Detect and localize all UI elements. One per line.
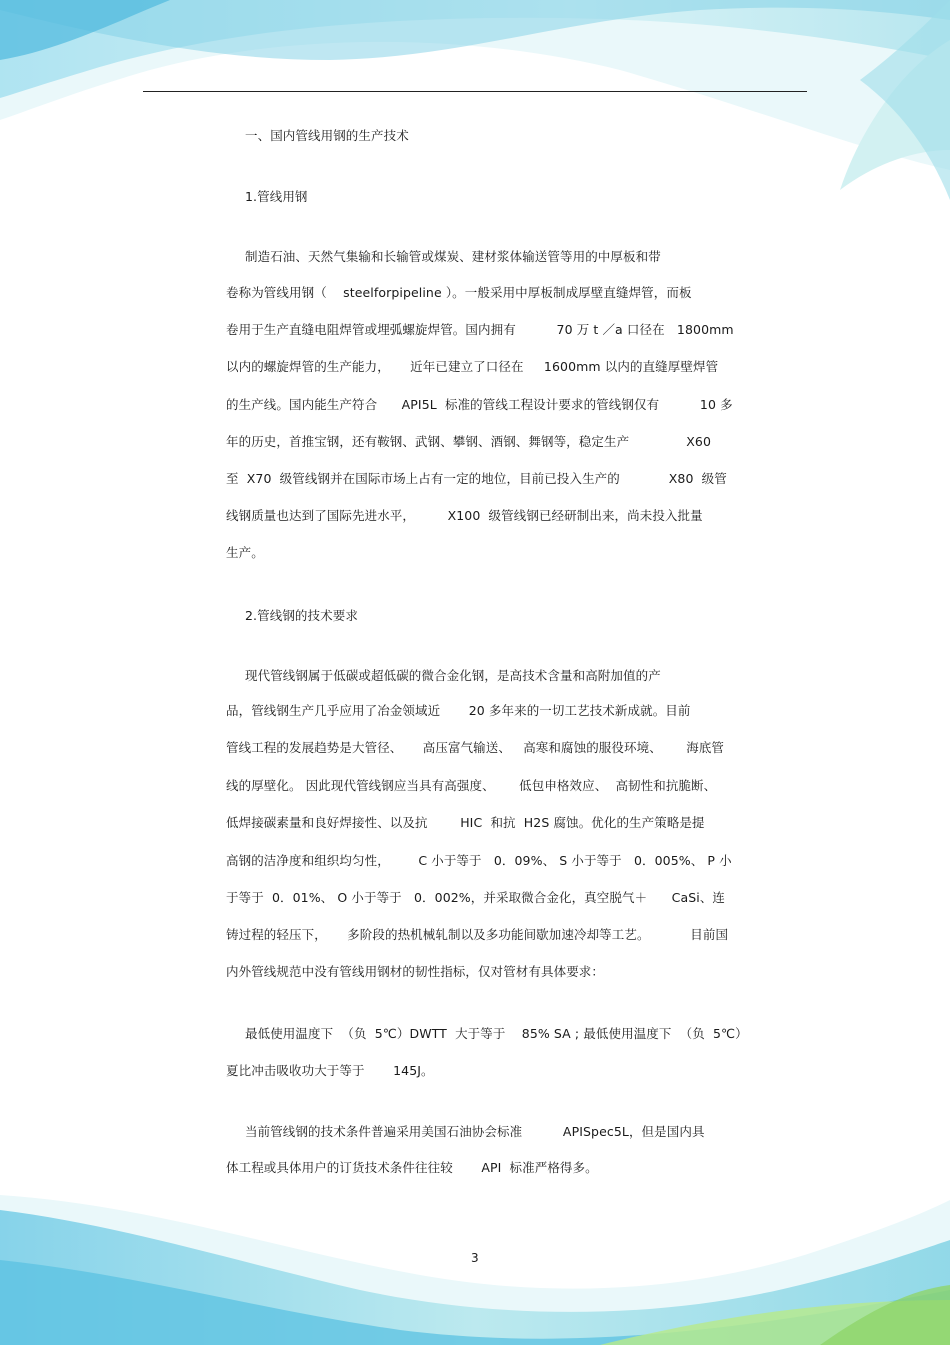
- section-heading: 一、国内管线用钢的生产技术: [245, 128, 409, 143]
- paragraph-line: 内外管线规范中没有管线用钢材的韧性指标，仅对管材有具体要求：: [226, 964, 605, 979]
- paragraph-line: 生产。: [226, 545, 264, 560]
- paragraph-line: 制造石油、天然气集输和长输管或煤炭、建材浆体输送管等用的中厚板和带: [245, 249, 661, 264]
- paragraph-line: 于等于 0．01%、 O 小于等于 0．002%，并采取微合金化，真空脱气＋ CaSi、连: [226, 890, 726, 905]
- paragraph-line: 最低使用温度下 （负 5℃）DWTT 大于等于 85% SA ; 最低使用温度下 （负 5℃）: [245, 1026, 748, 1041]
- paragraph-line: 的生产线。国内能生产符合 API5L 标准的管线工程设计要求的管线钢仅有 10 多: [226, 397, 733, 412]
- paragraph-line: 管线工程的发展趋势是大管径、 高压富气输送、 高寒和腐蚀的服役环境、 海底管: [226, 740, 725, 755]
- paragraph-line: 至 X70 级管线钢并在国际市场上占有一定的地位，目前已投入生产的 X80 级管: [226, 471, 727, 486]
- header-rule: [143, 91, 807, 92]
- paragraph-line: 体工程或具体用户的订货技术条件往往较 API 标准严格得多。: [226, 1160, 598, 1175]
- paragraph-line: 卷用于生产直缝电阻焊管或埋弧螺旋焊管。国内拥有 70 万 t ／a 口径在 1800mm: [226, 322, 734, 337]
- paragraph-line: 卷称为管线用钢（ steelforpipeline ）。一般采用中厚板制成厚壁直缝焊管，而板: [226, 285, 692, 300]
- subsection-2-title: 2.管线钢的技术要求: [245, 608, 358, 623]
- paragraph-line: 铸过程的轻压下， 多阶段的热机械轧制以及多功能间歇加速冷却等工艺。 目前国: [226, 927, 729, 942]
- subsection-1-title: 1.管线用钢: [245, 189, 308, 204]
- page-number: 3: [471, 1251, 479, 1265]
- paragraph-line: 线的厚壁化。 因此现代管线钢应当具有高强度、 低包申格效应、 高韧性和抗脆断、: [226, 778, 717, 793]
- paragraph-line: 品，管线钢生产几乎应用了冶金领域近 20 多年来的一切工艺技术新成就。目前: [226, 703, 691, 718]
- paragraph-line: 以内的螺旋焊管的生产能力， 近年已建立了口径在 1600mm 以内的直缝厚壁焊管: [226, 359, 719, 374]
- paragraph-line: 高钢的洁净度和组织均匀性， C 小于等于 0．09%、 S 小于等于 0．005%、 P 小: [226, 853, 732, 868]
- paragraph-line: 当前管线钢的技术条件普遍采用美国石油协会标准 APISpec5L，但是国内具: [245, 1124, 705, 1139]
- paragraph-line: 现代管线钢属于低碳或超低碳的微合金化钢，是高技术含量和高附加值的产: [245, 668, 661, 683]
- paragraph-line: 年的历史，首推宝钢，还有鞍钢、武钢、攀钢、酒钢、舞钢等，稳定生产 X60: [226, 434, 711, 449]
- paragraph-line: 低焊接碳素量和良好焊接性、以及抗 HIC 和抗 H2S 腐蚀。优化的生产策略是提: [226, 815, 705, 830]
- paragraph-line: 夏比冲击吸收功大于等于 145J。: [226, 1063, 434, 1078]
- paragraph-line: 线钢质量也达到了国际先进水平， X100 级管线钢已经研制出来，尚未投入批量: [226, 508, 703, 523]
